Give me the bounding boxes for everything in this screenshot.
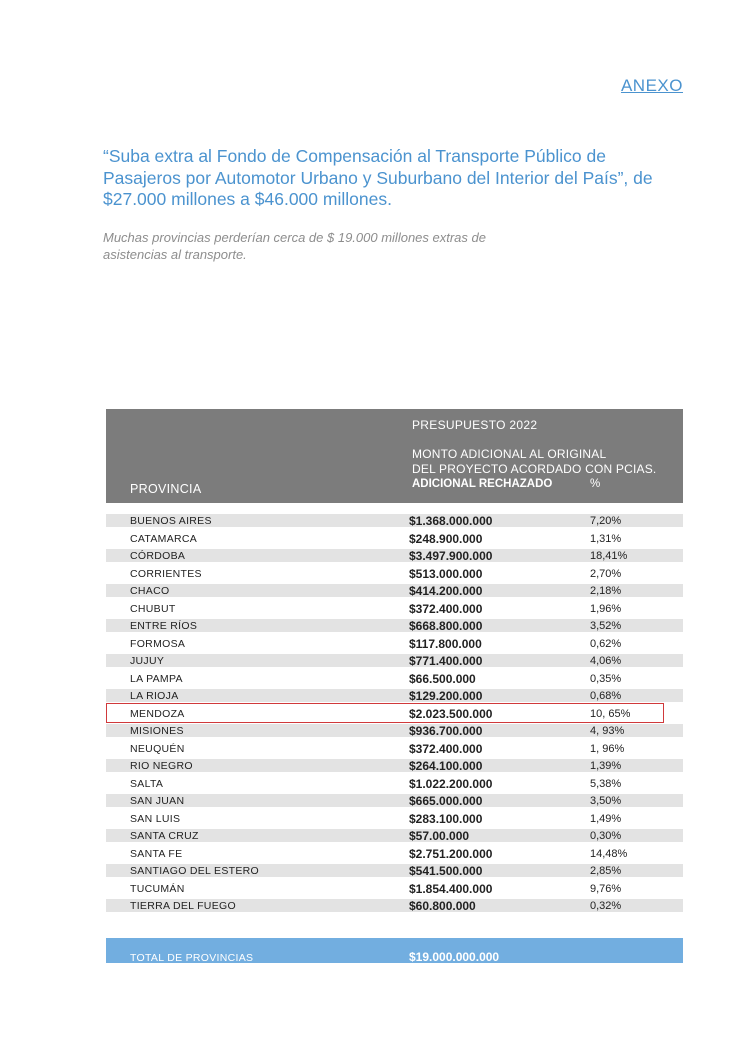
monto-cell: $541.500.000 bbox=[409, 864, 483, 878]
monto-cell: $3.497.900.000 bbox=[409, 549, 493, 563]
percent-cell: 7,20% bbox=[590, 515, 622, 527]
monto-cell: $936.700.000 bbox=[409, 724, 483, 738]
percent-cell: 1,31% bbox=[590, 532, 622, 545]
percent-cell: 1, 96% bbox=[590, 742, 625, 755]
percent-cell: 0,68% bbox=[590, 690, 622, 702]
highlight-box bbox=[106, 703, 664, 723]
table-row bbox=[106, 810, 683, 828]
provincia-cell: LA PAMPA bbox=[130, 672, 183, 685]
monto-cell: $283.100.000 bbox=[409, 811, 483, 826]
percent-cell: 2,18% bbox=[590, 585, 622, 597]
percent-cell: 3,50% bbox=[590, 795, 622, 807]
table-row bbox=[106, 740, 683, 758]
table-row bbox=[106, 880, 683, 898]
total-label: TOTAL DE PROVINCIAS bbox=[130, 952, 254, 963]
provincia-cell: FORMOSA bbox=[130, 637, 186, 650]
table-row bbox=[106, 547, 683, 565]
table-row bbox=[106, 757, 683, 775]
percent-cell: 1,49% bbox=[590, 812, 622, 825]
provincia-cell: RIO NEGRO bbox=[130, 760, 193, 772]
percent-cell: 3,52% bbox=[590, 620, 622, 632]
monto-cell: $2.023.500.000 bbox=[409, 706, 493, 721]
monto-cell: $2.751.200.000 bbox=[409, 846, 493, 861]
header-rechazado: ADICIONAL RECHAZADO bbox=[412, 478, 553, 490]
monto-cell: $668.800.000 bbox=[409, 619, 483, 633]
monto-cell: $372.400.000 bbox=[409, 601, 483, 616]
monto-cell: $60.800.000 bbox=[409, 899, 476, 913]
monto-cell: $1.854.400.000 bbox=[409, 881, 493, 896]
percent-cell: 4,06% bbox=[590, 655, 622, 667]
annex-label: ANEXO bbox=[620, 76, 683, 95]
percent-cell: 2,85% bbox=[590, 865, 622, 877]
percent-cell: 9,76% bbox=[590, 882, 622, 895]
provincia-cell: CHUBUT bbox=[130, 602, 176, 615]
monto-cell: $248.900.000 bbox=[409, 531, 483, 546]
monto-cell: $1.368.000.000 bbox=[409, 514, 493, 528]
subtitle: Muchas provincias perderían cerca de $ 19.000 millones extras de asistencias al transporte. bbox=[103, 230, 486, 262]
provincia-cell: CHACO bbox=[130, 585, 170, 597]
percent-cell: 4, 93% bbox=[590, 725, 625, 737]
monto-cell: $372.400.000 bbox=[409, 741, 483, 756]
percent-cell: 0,30% bbox=[590, 830, 622, 842]
percent-cell: 0,32% bbox=[590, 900, 622, 912]
table-row bbox=[106, 617, 683, 635]
header-percent: % bbox=[590, 478, 601, 490]
header-budget: PRESUPUESTO 2022 bbox=[412, 418, 538, 432]
percent-cell: 14,48% bbox=[590, 847, 628, 860]
provincia-cell: TIERRA DEL FUEGO bbox=[130, 900, 236, 912]
table-row bbox=[106, 635, 683, 653]
percent-cell: 0,35% bbox=[590, 672, 622, 685]
monto-cell: $66.500.000 bbox=[409, 671, 476, 686]
header-monto: MONTO ADICIONAL AL ORIGINAL DEL PROYECTO ACORDADO CON PCIAS. bbox=[412, 447, 657, 476]
provincia-cell: CORRIENTES bbox=[130, 567, 202, 580]
table-row bbox=[106, 897, 683, 915]
percent-cell: 0,62% bbox=[590, 637, 622, 650]
table-row bbox=[106, 600, 683, 618]
monto-cell: $1.022.200.000 bbox=[409, 776, 493, 791]
table-row bbox=[106, 722, 683, 740]
monto-cell: $117.800.000 bbox=[409, 636, 482, 651]
percent-cell: 2,70% bbox=[590, 567, 622, 580]
provincia-cell: SAN JUAN bbox=[130, 795, 185, 807]
table-row bbox=[106, 530, 683, 548]
table-row bbox=[106, 862, 683, 880]
total-amount: $19.000.000.000 bbox=[409, 950, 500, 963]
table-row bbox=[106, 792, 683, 810]
percent-cell: 1,96% bbox=[590, 602, 622, 615]
header-provincia: PROVINCIA bbox=[130, 482, 202, 496]
table-header bbox=[106, 409, 683, 503]
percent-cell: 5,38% bbox=[590, 777, 622, 790]
table-row bbox=[106, 687, 683, 705]
provincia-cell: MENDOZA bbox=[130, 707, 185, 720]
table-row bbox=[106, 512, 683, 530]
page-title: “Suba extra al Fondo de Compensación al Transporte Público de Pasajeros por Automotor Urbano y Suburbano del Interior del País”, de $27.000 millones a $46.000 millones. bbox=[103, 146, 653, 209]
provincia-cell: ENTRE RÍOS bbox=[130, 620, 198, 632]
provincia-cell: BUENOS AIRES bbox=[130, 515, 212, 527]
monto-cell: $513.000.000 bbox=[409, 566, 483, 581]
provincia-cell: CÓRDOBA bbox=[130, 550, 186, 562]
total-row bbox=[106, 938, 683, 963]
provincia-cell: SAN LUIS bbox=[130, 812, 181, 825]
provincia-cell: SANTA CRUZ bbox=[130, 830, 199, 842]
table-row bbox=[106, 565, 683, 583]
table-row bbox=[106, 670, 683, 688]
percent-cell: 10, 65% bbox=[590, 707, 631, 720]
table-row bbox=[106, 845, 683, 863]
table-row bbox=[106, 652, 683, 670]
provincia-cell: LA RIOJA bbox=[130, 690, 179, 702]
percent-cell: 1,39% bbox=[590, 760, 622, 772]
monto-cell: $264.100.000 bbox=[409, 759, 483, 773]
monto-cell: $771.400.000 bbox=[409, 654, 483, 668]
monto-cell: $57.00.000 bbox=[409, 829, 470, 843]
provincia-cell: NEUQUÉN bbox=[130, 742, 185, 755]
provincia-cell: JUJUY bbox=[130, 655, 165, 667]
provincia-cell: TUCUMÁN bbox=[130, 882, 185, 895]
table-row bbox=[106, 582, 683, 600]
provincia-cell: SANTA FE bbox=[130, 847, 183, 860]
provincia-cell: CATAMARCA bbox=[130, 532, 198, 545]
monto-cell: $414.200.000 bbox=[409, 584, 483, 598]
provincia-cell: SALTA bbox=[130, 777, 164, 790]
percent-cell: 18,41% bbox=[590, 550, 628, 562]
table-row bbox=[106, 775, 683, 793]
monto-cell: $665.000.000 bbox=[409, 794, 483, 808]
provincia-cell: SANTIAGO DEL ESTERO bbox=[130, 865, 260, 877]
monto-cell: $129.200.000 bbox=[409, 689, 483, 703]
table-row bbox=[106, 827, 683, 845]
provincia-cell: MISIONES bbox=[130, 725, 184, 737]
